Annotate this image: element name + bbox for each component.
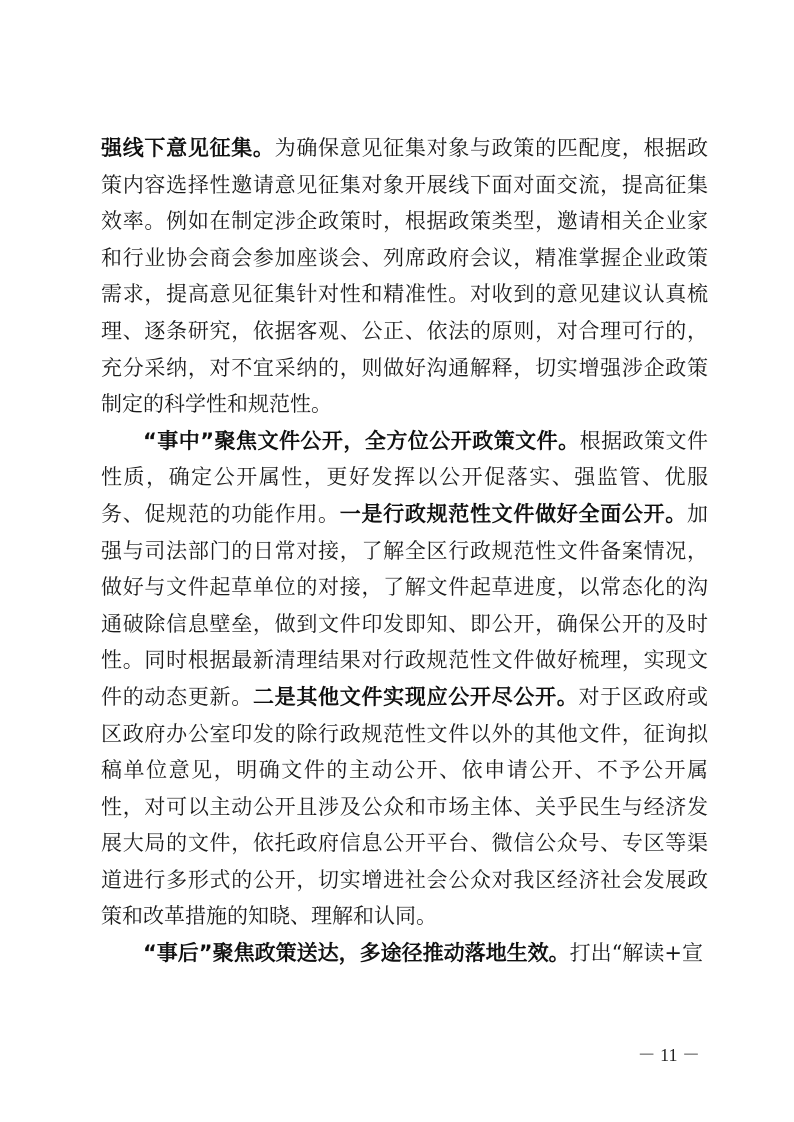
paragraph-policy-delivery xyxy=(101,935,708,972)
text-run: 根据政策文件性质，确定公开属性，更好发挥以公开促落实、强监管、优服务、促规范的功能作用。 xyxy=(101,428,709,526)
text-run: 对于区政府或区政府办公室印发的除行政规范性文件以外的其他文件，征询拟稿单位意见，明确文件的主动公开、依申请公开、不予公开属性，对可以主动公开且涉及公众和市场主体、关乎民生与经济发展大局的文件，依托政府信息公开平台、微信公众号、专区等渠道进行多形式的公开，切实增进社会公众对我区经济社会发展政策和改革措施的知晓、理解和认同。 xyxy=(101,684,709,929)
text-run: 加强与司法部门的日常对接，了解全区行政规范性文件备案情况，做好与文件起草单位的对接，了解文件起草进度，以常态化的沟通破除信息壁垒，做到文件印发即知、即公开，确保公开的及时性。同时根据最新清理结果对行政规范性文件做好梳理，实现文件的动态更新。 xyxy=(101,501,709,709)
body-text xyxy=(101,130,708,972)
heading-run: 一是行政规范性文件做好全面公开。 xyxy=(339,501,688,526)
paragraph-opinion-collection xyxy=(101,130,708,423)
heading-run: “事中”聚焦文件公开，全方位公开政策文件。 xyxy=(143,428,580,453)
heading-run: 强线下意见征集。 xyxy=(101,136,275,160)
page-number: － 11 － xyxy=(637,1045,700,1065)
text-run: 为确保意见征集对象与政策的匹配度，根据政策内容选择性邀请意见征集对象开展线下面对面交流，提高征集效率。例如在制定涉企政策时，根据政策类型，邀请相关企业家和行业协会商会参加座谈会、列席政府会议，精准掌握企业政策需求，提高意见征集针对性和精准性。对收到的意见建议认真梳理、逐条研究，依据客观、公正、依法的原则，对合理可行的，充分采纳，对不宜采纳的，则做好沟通解释，切实增强涉企政策制定的科学性和规范性。 xyxy=(101,136,709,417)
paragraph-document-publicity xyxy=(101,423,708,935)
text-run: 打出“解读+宣 xyxy=(569,941,703,966)
heading-run: “事后”聚焦政策送达，多途径推动落地生效。 xyxy=(143,941,570,966)
heading-run: 二是其他文件实现应公开尽公开。 xyxy=(252,684,579,709)
